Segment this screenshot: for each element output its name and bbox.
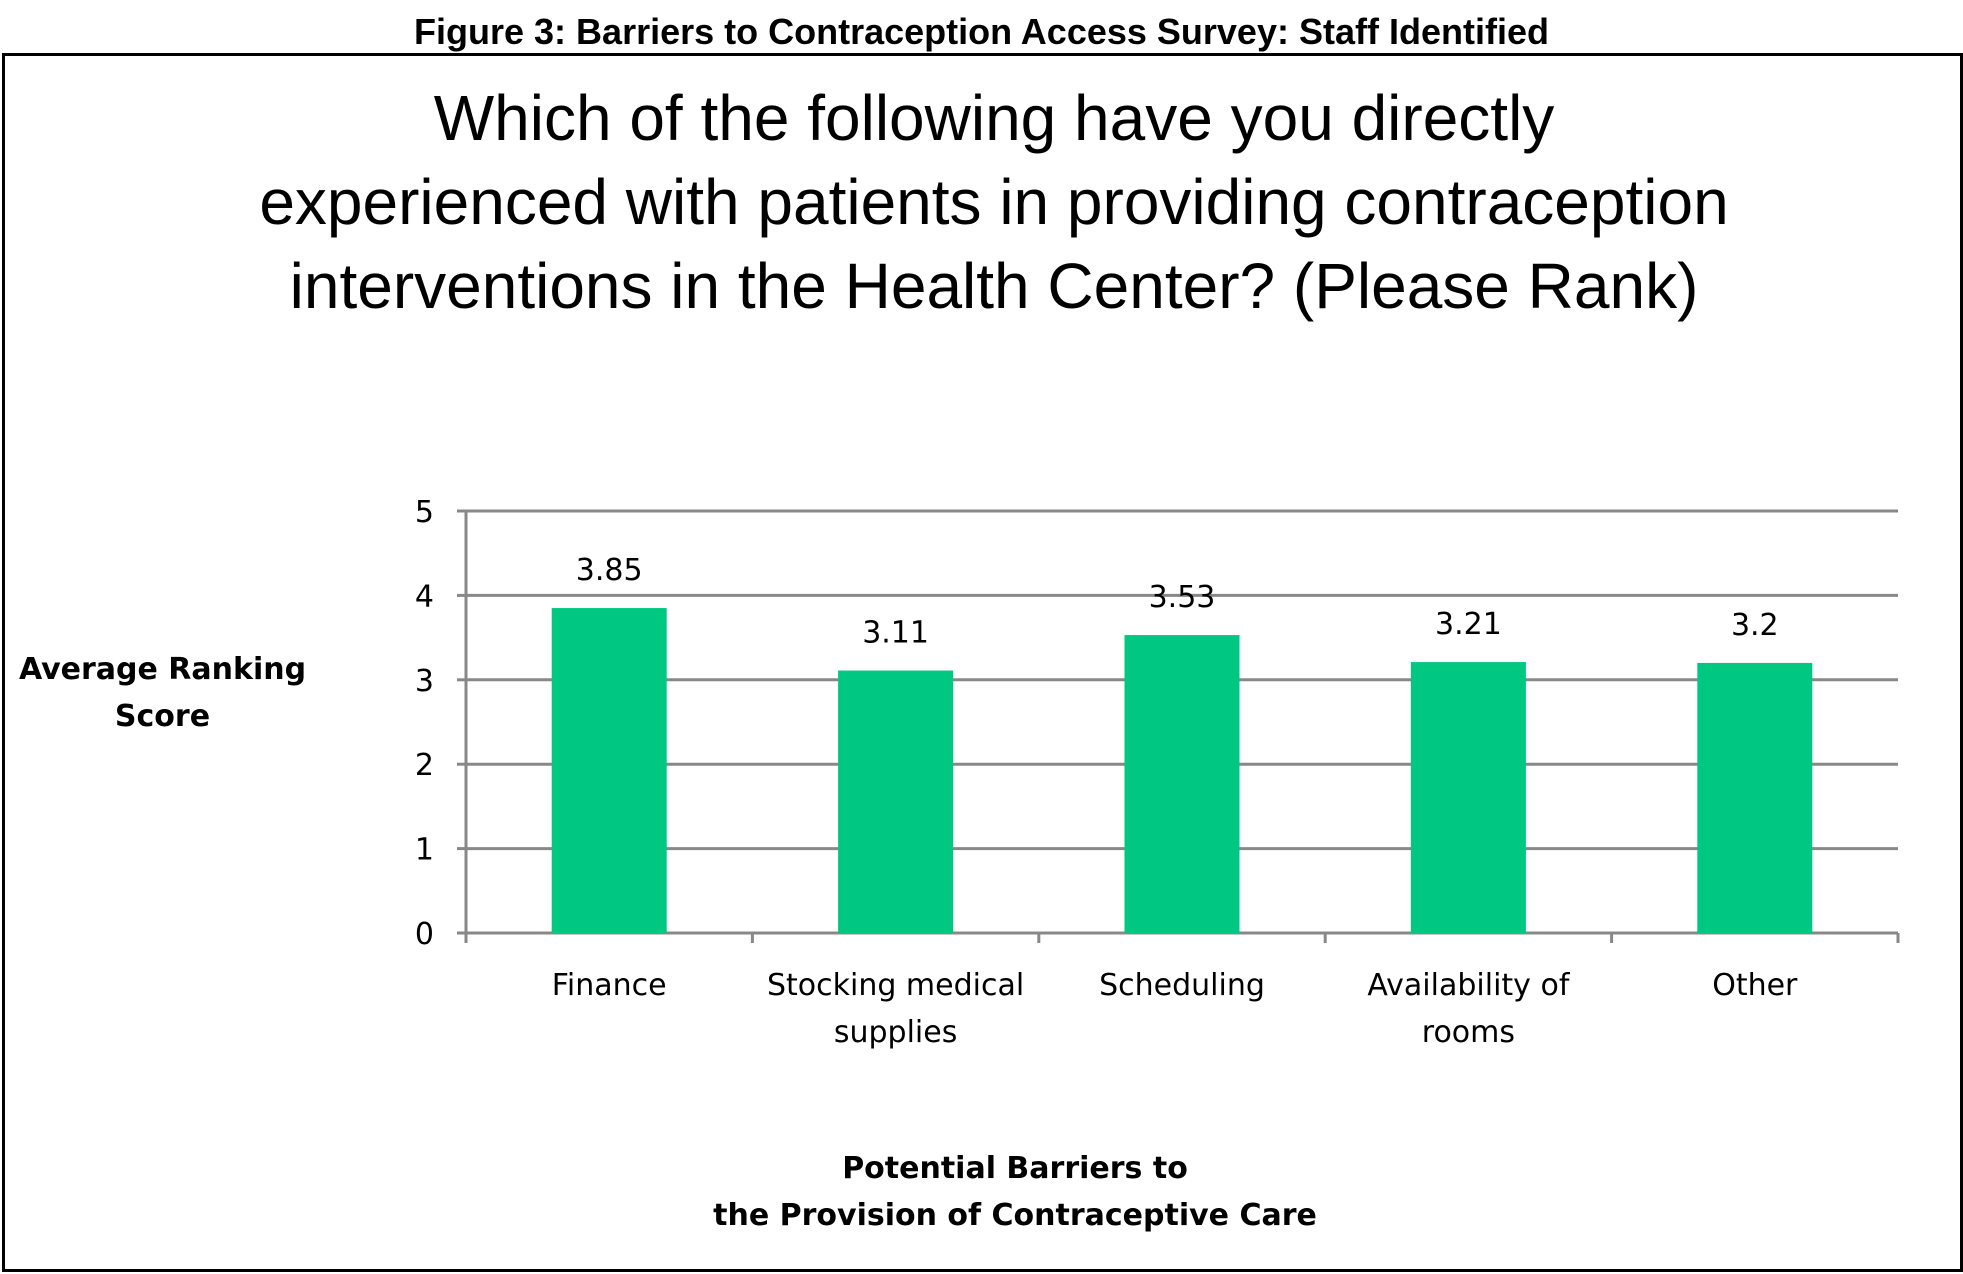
bar-2 xyxy=(1125,635,1240,933)
chart-title-line-1: Which of the following have you directly xyxy=(433,82,1555,154)
bar-3 xyxy=(1411,662,1526,933)
chart-title-line-3: interventions in the Health Center? (Please Rank) xyxy=(289,250,1699,322)
y-tick-label-1: 1 xyxy=(414,832,434,868)
y-tick-label-4: 4 xyxy=(414,579,434,615)
data-label-3: 3.21 xyxy=(1435,607,1502,643)
x-tick-label-3-line-1: Availability of xyxy=(1367,968,1570,1003)
bar-4 xyxy=(1697,663,1812,933)
figure-caption: Figure 3: Barriers to Contraception Access Survey: Staff Identified xyxy=(414,11,1549,52)
x-tick-label-3-line-2: rooms xyxy=(1421,1015,1516,1050)
bar-1 xyxy=(838,671,953,933)
chart-title-line-2: experienced with patients in providing contraception xyxy=(259,166,1729,238)
data-label-0: 3.85 xyxy=(575,553,643,589)
y-axis-title-line-1: Average Ranking xyxy=(18,652,307,687)
y-tick-label-0: 0 xyxy=(414,917,434,952)
x-tick-label-2-line-1: Scheduling xyxy=(1099,968,1265,1003)
x-tick-label-1-line-1: Stocking medical xyxy=(766,968,1025,1003)
y-tick-label-3: 3 xyxy=(414,663,434,699)
x-axis-title-line-2: the Provision of Contraceptive Care xyxy=(713,1198,1317,1233)
y-axis-title-line-2: Score xyxy=(114,699,211,734)
data-label-4: 3.2 xyxy=(1730,607,1779,643)
y-tick-label-2: 2 xyxy=(414,748,434,784)
x-tick-label-1-line-2: supplies xyxy=(833,1015,958,1050)
data-label-1: 3.11 xyxy=(862,615,929,651)
bar-0 xyxy=(552,608,667,933)
x-tick-label-4-line-1: Other xyxy=(1712,968,1798,1003)
y-tick-label-5: 5 xyxy=(414,495,434,530)
data-label-2: 3.53 xyxy=(1148,580,1216,616)
x-tick-label-0-line-1: Finance xyxy=(551,968,667,1003)
x-axis-title-line-1: Potential Barriers to xyxy=(842,1151,1188,1186)
